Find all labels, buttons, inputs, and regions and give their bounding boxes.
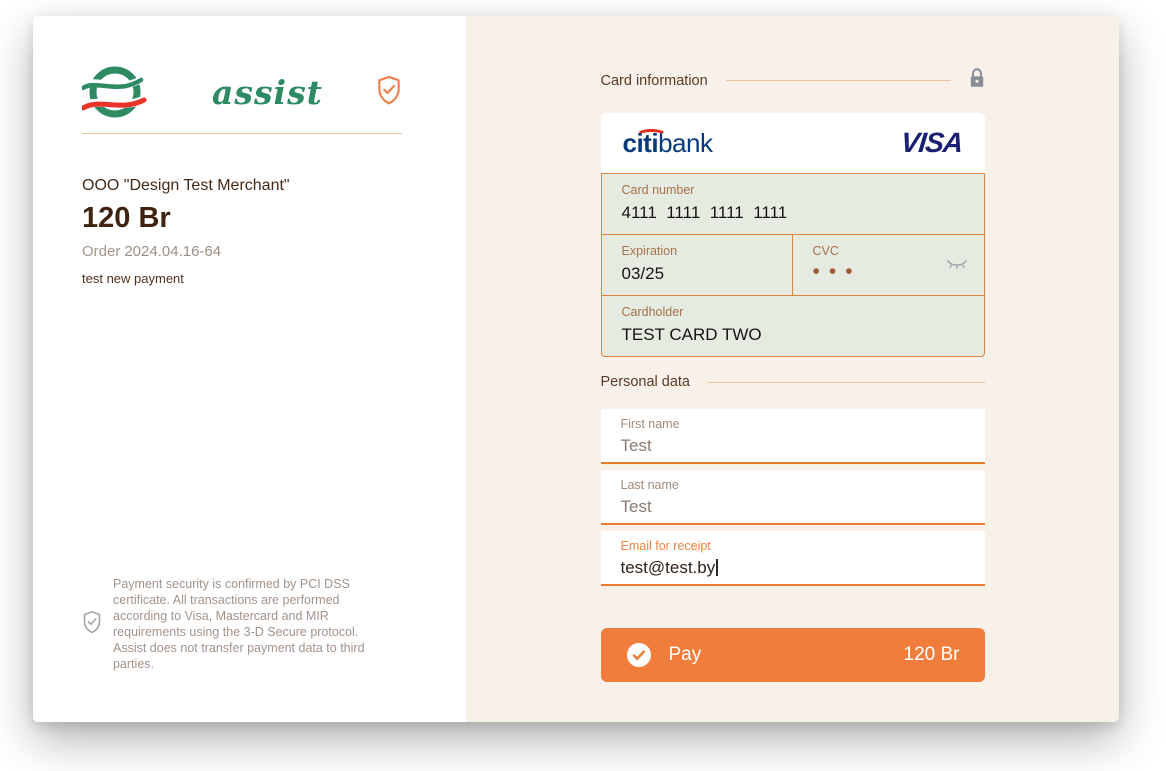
payment-window xyxy=(33,16,1119,722)
assist-logo-mark xyxy=(82,63,210,121)
assist-logo-text: assist xyxy=(212,72,323,112)
merchant-panel xyxy=(33,16,466,722)
card-widget xyxy=(601,113,985,357)
card-information-title: Card information xyxy=(600,72,708,89)
cvc-label: CVC xyxy=(812,244,839,258)
section-divider xyxy=(708,382,985,383)
email-value-row xyxy=(621,558,965,578)
left-panel-divider xyxy=(82,133,402,134)
personal-fields xyxy=(601,409,985,586)
eye-closed-icon[interactable] xyxy=(946,259,968,277)
citibank-logo xyxy=(623,130,713,156)
personal-data-title: Personal data xyxy=(600,374,690,390)
email-field[interactable] xyxy=(601,531,985,586)
visa-logo: VISA xyxy=(899,127,965,158)
payment-form-panel xyxy=(466,16,1119,722)
cardholder-value: TEST CARD TWO xyxy=(621,325,762,344)
shield-check-icon xyxy=(82,610,102,639)
card-number-field[interactable] xyxy=(602,174,984,235)
pay-button-label: Pay xyxy=(668,644,702,665)
payment-comment: test new payment xyxy=(82,271,184,286)
citibank-logo-citi: citi xyxy=(622,128,659,158)
pay-button-amount: 120 Br xyxy=(903,644,960,665)
merchant-name: OOO "Design Test Merchant" xyxy=(82,177,290,194)
email-label: Email for receipt xyxy=(620,539,711,553)
last-name-value: Test xyxy=(620,497,652,516)
cardholder-label: Cardholder xyxy=(621,305,684,319)
card-bank-header xyxy=(601,113,985,173)
expiration-field[interactable] xyxy=(602,235,793,295)
assist-logo xyxy=(82,63,323,121)
card-number-label: Card number xyxy=(621,183,695,197)
first-name-field[interactable] xyxy=(601,409,985,464)
security-note xyxy=(82,576,392,672)
citibank-logo-arc xyxy=(636,129,667,142)
lock-icon xyxy=(969,68,985,93)
first-name-label: First name xyxy=(620,417,680,431)
shield-check-icon xyxy=(376,75,402,110)
order-info xyxy=(82,243,402,260)
email-value: test@test.by xyxy=(620,558,716,577)
card-information-header xyxy=(601,68,985,93)
expiration-cvc-row xyxy=(602,235,984,296)
section-divider xyxy=(726,80,951,81)
order-number: 2024.04.16-64 xyxy=(124,243,222,260)
personal-data-header xyxy=(601,374,985,390)
last-name-label: Last name xyxy=(620,478,679,492)
card-number-value: 4111 1111 1111 1111 xyxy=(621,203,788,222)
pay-button[interactable] xyxy=(601,628,985,682)
security-note-text: Payment security is confirmed by PCI DSS certificate. All transactions are performed according to Visa, Mastercard and MIR requirements using the 3-D Secure protocol. Assist does not transfer payment data to third parties. xyxy=(113,577,365,671)
order-label: Order xyxy=(82,243,121,260)
expiration-label: Expiration xyxy=(621,244,678,258)
logo-row xyxy=(82,63,402,121)
cvc-masked-value: ••• xyxy=(812,260,862,283)
first-name-value: Test xyxy=(620,436,652,455)
cardholder-field[interactable] xyxy=(602,296,984,356)
last-name-field[interactable] xyxy=(601,470,985,525)
expiration-value: 03/25 xyxy=(621,264,665,283)
payment-amount: 120 Br xyxy=(82,202,171,234)
card-fields-group xyxy=(601,173,985,357)
cvc-field[interactable] xyxy=(793,235,984,295)
check-circle-icon xyxy=(626,642,652,668)
citibank-logo-bank: bank xyxy=(658,128,713,158)
text-cursor xyxy=(716,559,718,576)
